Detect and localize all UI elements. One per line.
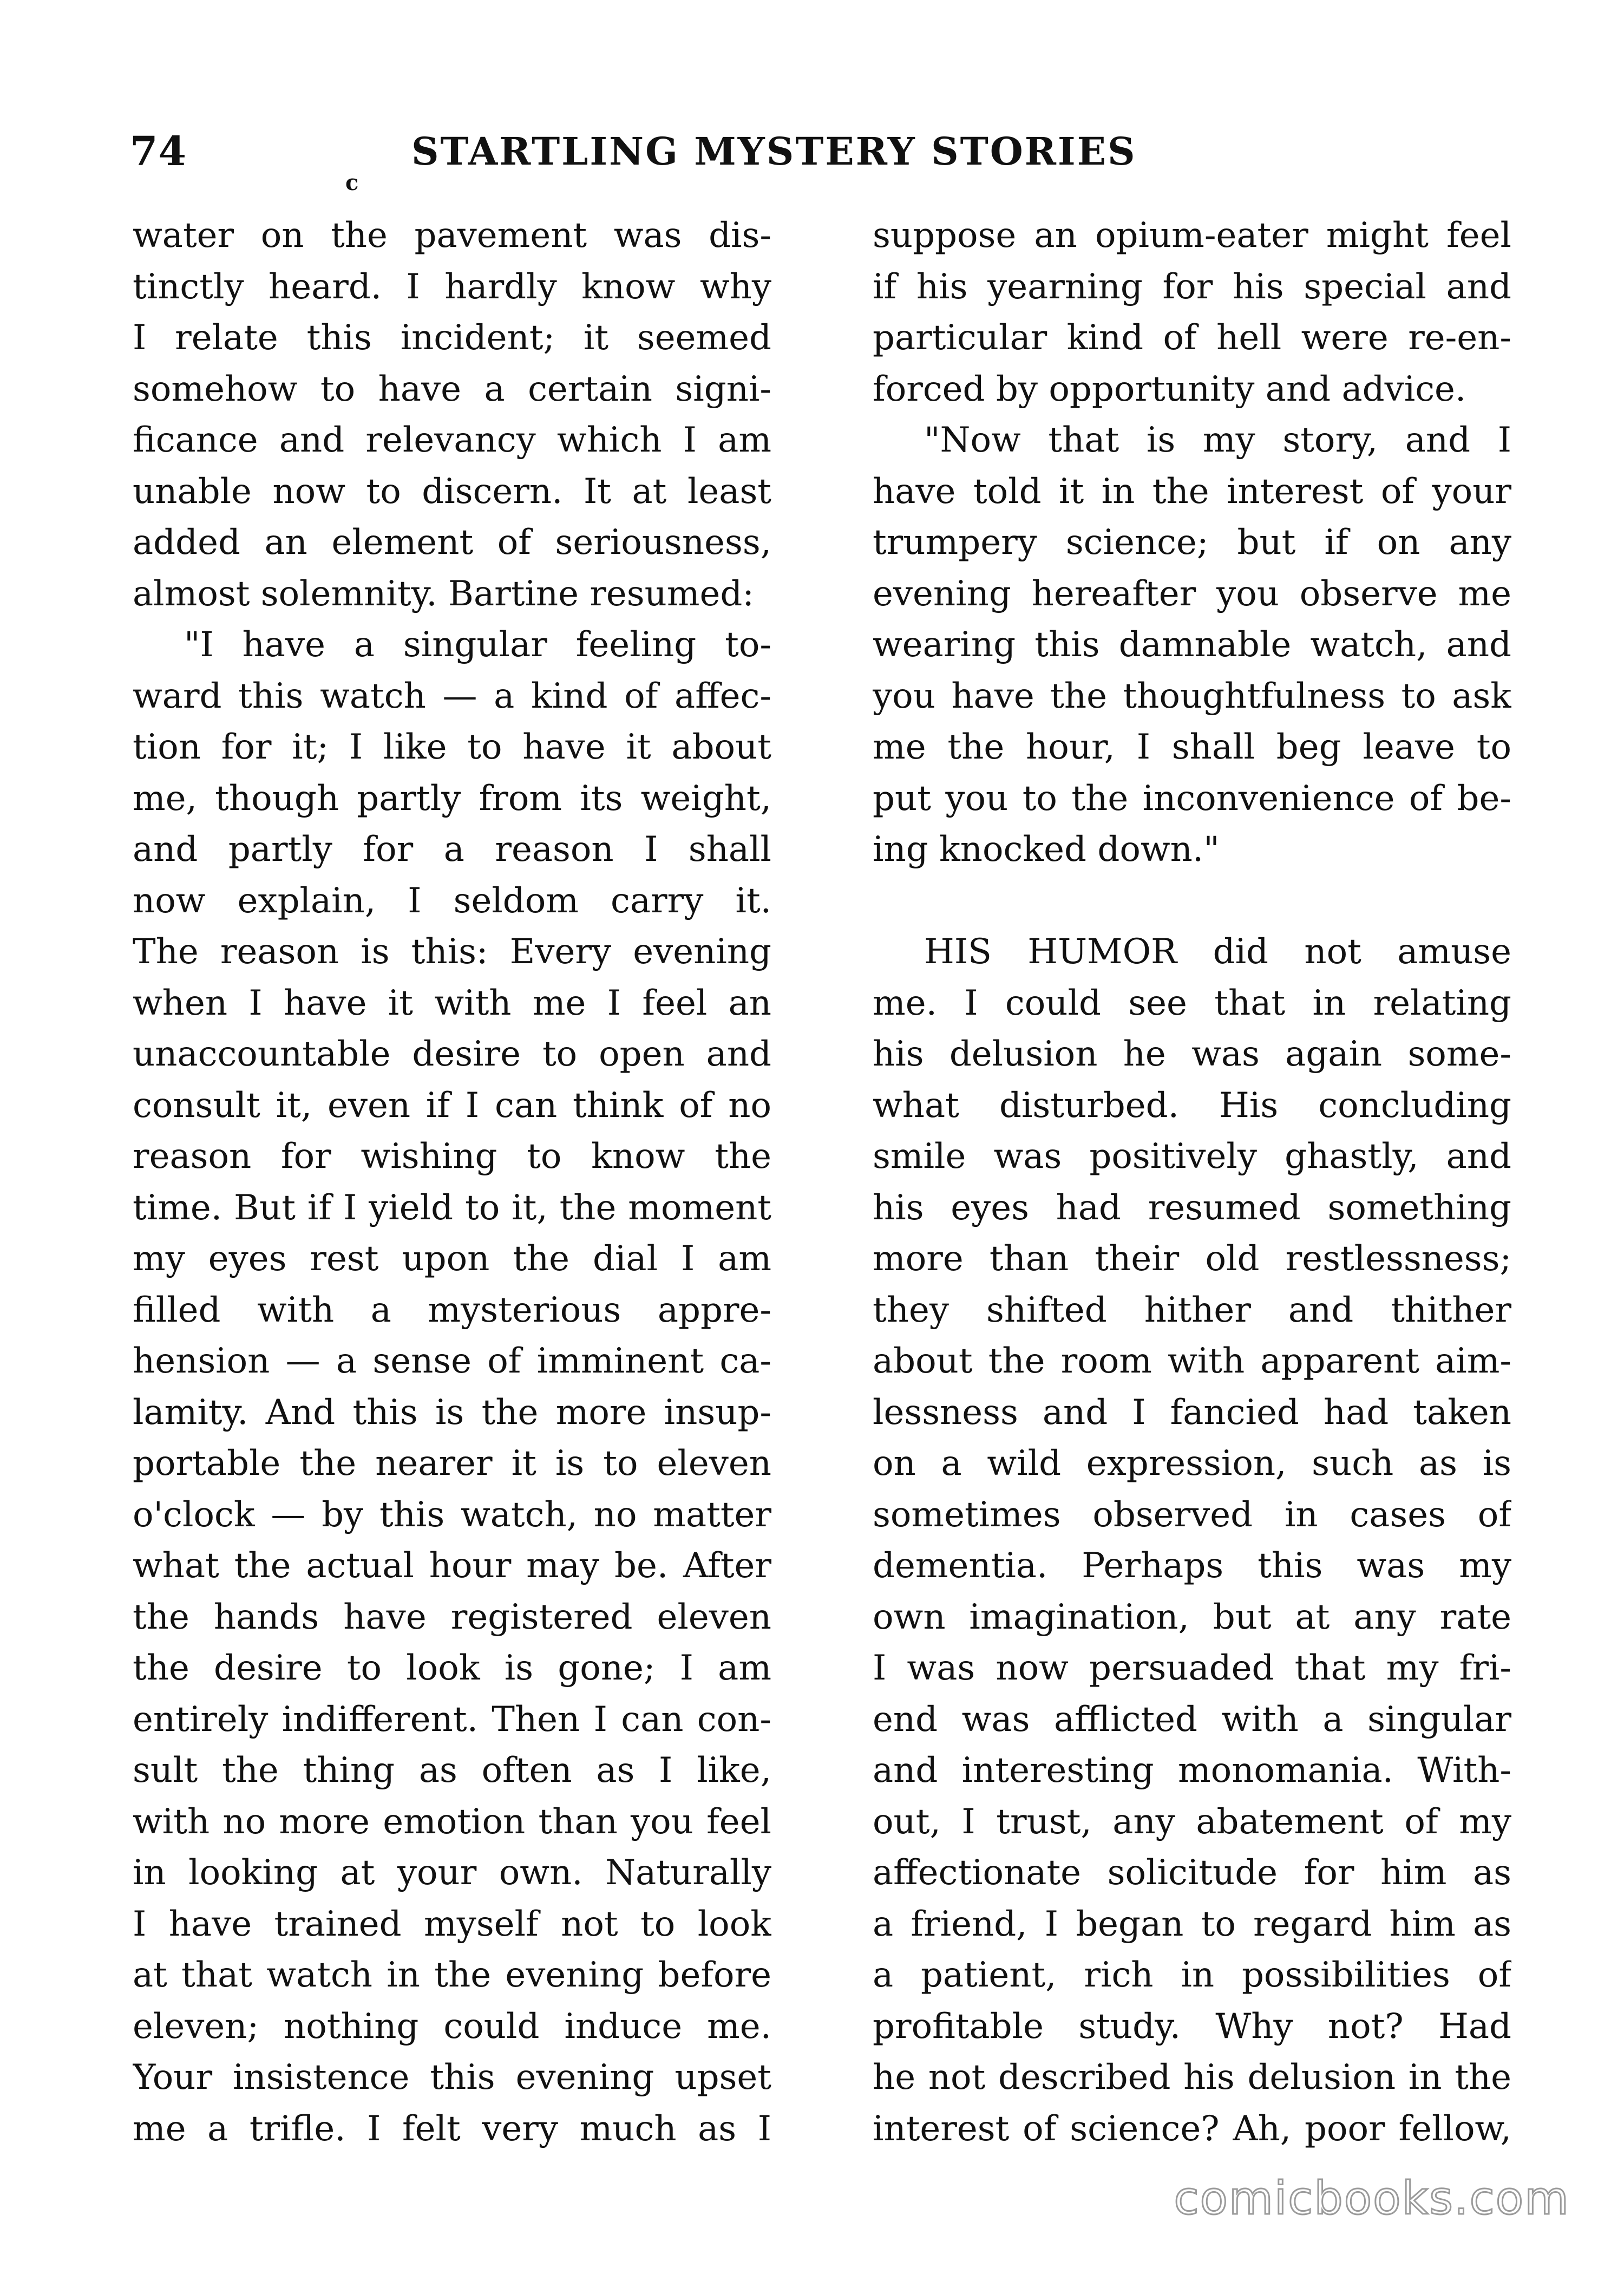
section-start-line: HIS HUMOR did not amuse — [924, 932, 1511, 972]
text-line: water on the pavement was dis- — [133, 215, 771, 256]
ink-mark: c — [345, 170, 359, 195]
page-number: 74 — [130, 128, 187, 175]
text-line: put you to the inconvenience of be- — [873, 778, 1511, 819]
text-line: consult it, even if I can think of no — [133, 1085, 771, 1126]
text-line: filled with a mysterious appre- — [133, 1290, 771, 1330]
paragraph-start-line: "I have a singular feeling to- — [184, 625, 771, 665]
section-break — [873, 875, 1511, 927]
text-line: entirely indifferent. Then I can con- — [133, 1699, 771, 1740]
text-line: ward this watch — a kind of affec- — [133, 676, 771, 716]
text-line: own imagination, but at any rate — [873, 1597, 1511, 1637]
page-header — [130, 125, 1505, 195]
text-line: affectionate solicitude for him as — [873, 1853, 1511, 1893]
text-line: added an element of seriousness, — [133, 522, 771, 563]
text-line: sometimes observed in cases of — [873, 1494, 1511, 1535]
text-line: what disturbed. His concluding — [873, 1085, 1511, 1126]
text-line: Your insistence this evening upset — [133, 2057, 771, 2097]
text-line: what the actual hour may be. After — [133, 1546, 771, 1586]
text-line: on a wild expression, such as is — [873, 1443, 1511, 1484]
text-line: particular kind of hell were re-en- — [873, 318, 1511, 358]
text-line: the desire to look is gone; I am — [133, 1648, 771, 1688]
text-line: The reason is this: Every evening — [133, 932, 771, 972]
text-line: unaccountable desire to open and — [133, 1034, 771, 1074]
text-line: almost solemnity. Bartine resumed: — [133, 573, 754, 614]
paragraph-start-line: "Now that is my story, and I — [924, 420, 1511, 460]
text-line: he not described his delusion in the — [873, 2057, 1511, 2097]
text-line: a patient, rich in possibilities of — [873, 1955, 1511, 1995]
text-line: end was afflicted with a singular — [873, 1699, 1511, 1740]
right-column — [873, 210, 1511, 2154]
text-line: eleven; nothing could induce me. — [133, 2006, 771, 2047]
text-line: lessness and I fancied had taken — [873, 1392, 1511, 1433]
text-line: ficance and relevancy which I am — [133, 420, 771, 460]
text-line: my eyes rest upon the dial I am — [133, 1239, 771, 1279]
left-column — [133, 210, 771, 2154]
text-line: o'clock — by this watch, no matter — [133, 1494, 771, 1535]
text-line: reason for wishing to know the — [133, 1136, 771, 1177]
text-line: tion for it; I like to have it about — [133, 727, 771, 767]
text-line: at that watch in the evening before — [133, 1955, 771, 1995]
text-line: suppose an opium-eater might feel — [873, 215, 1511, 256]
text-line: have told it in the interest of your — [873, 471, 1511, 512]
text-line: a friend, I began to regard him as — [873, 1904, 1511, 1944]
text-line: interest of science? Ah, poor fellow, — [873, 2108, 1511, 2149]
text-line: sult the thing as often as I like, — [133, 1750, 771, 1791]
text-line: me, though partly from its weight, — [133, 778, 771, 819]
text-line: out, I trust, any abatement of my — [873, 1801, 1511, 1842]
text-line: profitable study. Why not? Had — [873, 2006, 1511, 2047]
text-line: now explain, I seldom carry it. — [133, 880, 771, 921]
text-line: unable now to discern. It at least — [133, 471, 771, 512]
text-line: evening hereafter you observe me — [873, 573, 1511, 614]
text-line: smile was positively ghastly, and — [873, 1136, 1511, 1177]
text-line: I relate this incident; it seemed — [133, 318, 771, 358]
text-line: when I have it with me I feel an — [133, 983, 771, 1023]
text-line: I was now persuaded that my fri- — [873, 1648, 1511, 1688]
text-line: his eyes had resumed something — [873, 1187, 1511, 1228]
text-line: if his yearning for his special and — [873, 266, 1511, 307]
text-line: me. I could see that in relating — [873, 983, 1511, 1023]
text-line: wearing this damnable watch, and — [873, 625, 1511, 665]
text-line: forced by opportunity and advice. — [873, 369, 1466, 409]
text-line: hension — a sense of imminent ca- — [133, 1341, 771, 1381]
text-line: somehow to have a certain signi- — [133, 369, 771, 409]
running-title: STARTLING MYSTERY STORIES — [411, 129, 1137, 174]
text-line: tinctly heard. I hardly know why — [133, 266, 771, 307]
text-line: and interesting monomania. With- — [873, 1750, 1511, 1791]
text-line: me the hour, I shall beg leave to — [873, 727, 1511, 767]
text-line: portable the nearer it is to eleven — [133, 1443, 771, 1484]
text-line: I have trained myself not to look — [133, 1904, 771, 1944]
watermark: comicbooks.com — [1174, 2172, 1570, 2225]
text-line: in looking at your own. Naturally — [133, 1853, 771, 1893]
text-line: with no more emotion than you feel — [133, 1801, 771, 1842]
text-line: his delusion he was again some- — [873, 1034, 1511, 1074]
text-line: and partly for a reason I shall — [133, 829, 771, 870]
text-line: about the room with apparent aim- — [873, 1341, 1511, 1381]
text-line: they shifted hither and thither — [873, 1290, 1511, 1330]
text-line: time. But if I yield to it, the moment — [133, 1187, 771, 1228]
text-line: trumpery science; but if on any — [873, 522, 1511, 563]
text-line: the hands have registered eleven — [133, 1597, 771, 1637]
text-line: you have the thoughtfulness to ask — [873, 676, 1511, 716]
text-line: ing knocked down." — [873, 829, 1220, 870]
text-line: lamity. And this is the more insup- — [133, 1392, 771, 1433]
text-line: dementia. Perhaps this was my — [873, 1546, 1511, 1586]
text-line: me a trifle. I felt very much as I — [133, 2108, 771, 2149]
text-line: more than their old restlessness; — [873, 1239, 1511, 1279]
